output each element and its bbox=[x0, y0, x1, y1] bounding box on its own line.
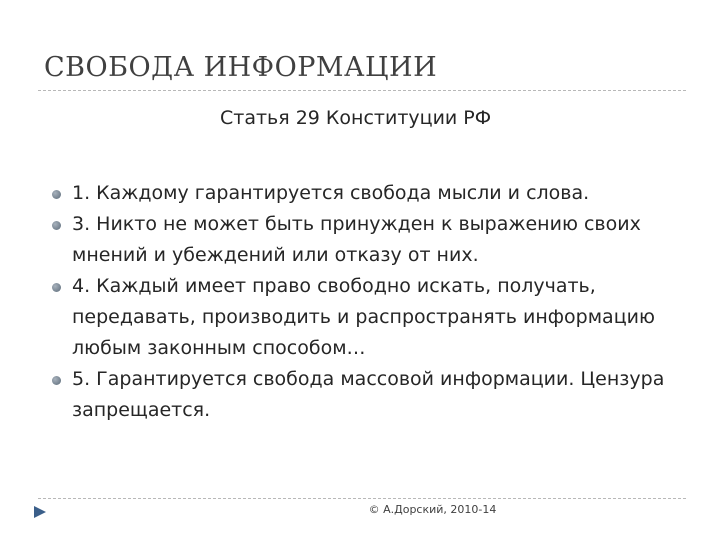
bullet-list bbox=[48, 178, 668, 426]
slide-title: СВОБОДА ИНФОРМАЦИИ bbox=[44, 52, 438, 83]
bullet-text: 4. Каждый имеет право свободно искать, получать, передавать, производить и распространять информацию любым законным способом… bbox=[72, 275, 655, 359]
list-item bbox=[48, 178, 668, 209]
footer-copyright: © А.Дорский, 2010-14 bbox=[368, 503, 497, 516]
slide-subtitle: Статья 29 Конституции РФ bbox=[220, 107, 492, 129]
circle-bullet-icon bbox=[52, 283, 61, 292]
circle-bullet-icon bbox=[52, 221, 61, 230]
circle-bullet-icon bbox=[52, 190, 61, 199]
circle-bullet-icon bbox=[52, 376, 61, 385]
footer-divider bbox=[38, 498, 686, 499]
list-item bbox=[48, 209, 668, 271]
bullet-text: 3. Никто не может быть принужден к выражению своих мнений и убеждений или отказу от них. bbox=[72, 213, 641, 266]
list-item bbox=[48, 364, 668, 426]
list-item bbox=[48, 271, 668, 364]
bullet-text: 5. Гарантируется свобода массовой информации. Цензура запрещается. bbox=[72, 368, 665, 421]
bullet-text: 1. Каждому гарантируется свобода мысли и слова. bbox=[72, 182, 590, 204]
title-divider bbox=[38, 90, 686, 91]
